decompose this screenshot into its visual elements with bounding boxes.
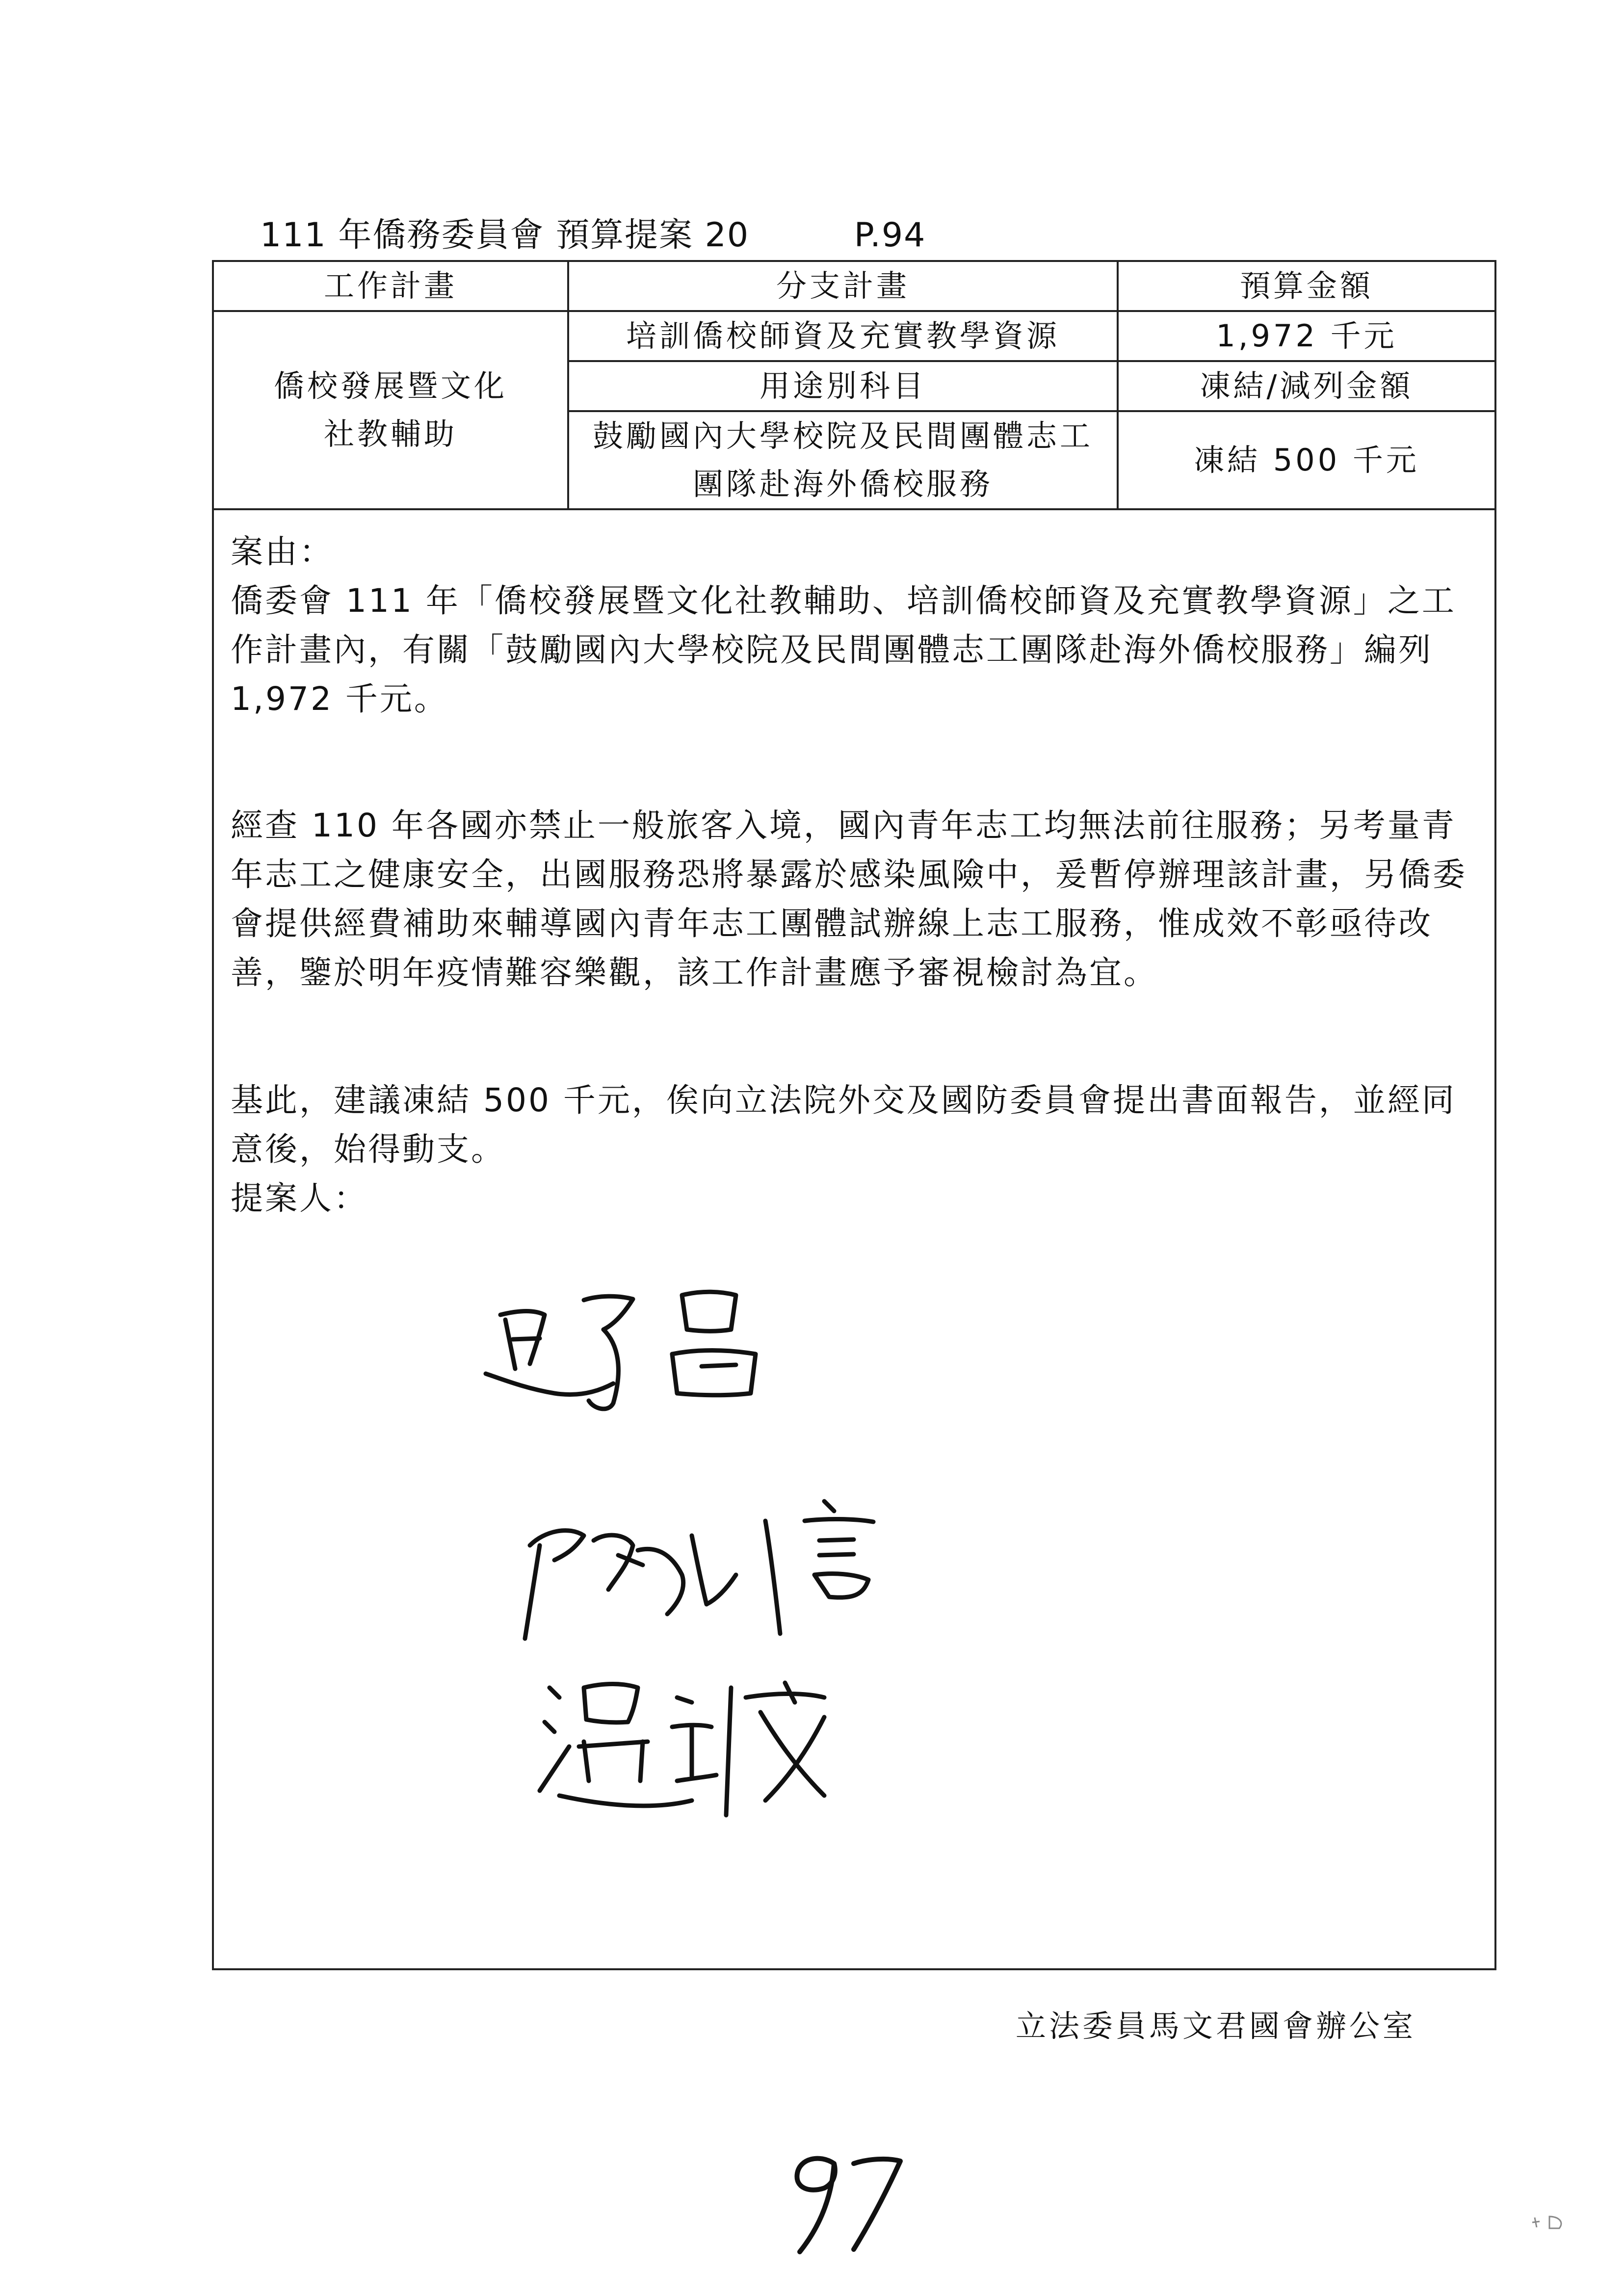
reason-paragraph-1: 僑委會 111 年「僑校發展暨文化社教輔助、培訓僑校師資及充實教學資源」之工作計畫內，有關「鼓勵國內大學校院及民間團體志工團隊赴海外僑校服務」編列 1,972 千元。: [231, 582, 1456, 718]
freeze-amount-cell: 凍結 500 千元: [1118, 411, 1494, 509]
handwritten-page-number: [780, 2144, 908, 2262]
budget-amount-cell: 1,972 千元: [1118, 311, 1494, 361]
work-plan-cell: 僑校發展暨文化社教輔助: [214, 311, 568, 509]
table-header-row: [214, 262, 1494, 311]
reason-paragraph-3: 基此，建議凍結 500 千元，俟向立法院外交及國防委員會提出書面報告，並經同意後，始得動支。: [231, 1081, 1456, 1168]
proposal-body: [231, 527, 1477, 1223]
signature-2: [510, 1491, 922, 1648]
signature-1: [471, 1280, 785, 1437]
proposal-title: 111 年僑務委員會 預算提案 20: [260, 216, 750, 255]
scan-mark: [1530, 2213, 1574, 2232]
signature-3: [530, 1668, 854, 1825]
header-budget-amount: 預算金額: [1118, 262, 1494, 311]
page-reference: P.94: [854, 216, 926, 255]
header-branch-plan: 分支計畫: [568, 262, 1118, 311]
budget-table: [214, 262, 1494, 510]
reason-paragraph-2: 經查 110 年各國亦禁止一般旅客入境，國內青年志工均無法前往服務；另考量青年志工之健康安全，出國服務恐將暴露於感染風險中，爰暫停辦理該計畫，另僑委會提供經費補助來輔導國內青年志工團體試辦線上志工服務，惟成效不彰亟待改善，鑒於明年疫情難容樂觀，該工作計畫應予審視檢討為宜。: [231, 807, 1467, 991]
header-work-plan: 工作計畫: [214, 262, 568, 311]
office-footer: 立法委員馬文君國會辦公室: [1016, 2008, 1416, 2044]
purpose-subject-header: 用途別科目: [568, 361, 1118, 411]
reason-label: 案由：: [231, 533, 334, 571]
freeze-amount-header: 凍結/減列金額: [1118, 361, 1494, 411]
document-header: [260, 209, 926, 256]
branch-plan-cell: 培訓僑校師資及充實教學資源: [568, 311, 1118, 361]
purpose-item-cell: 鼓勵國內大學校院及民間團體志工團隊赴海外僑校服務: [568, 411, 1118, 509]
proposer-label: 提案人：: [231, 1179, 368, 1217]
table-row: [214, 311, 1494, 361]
